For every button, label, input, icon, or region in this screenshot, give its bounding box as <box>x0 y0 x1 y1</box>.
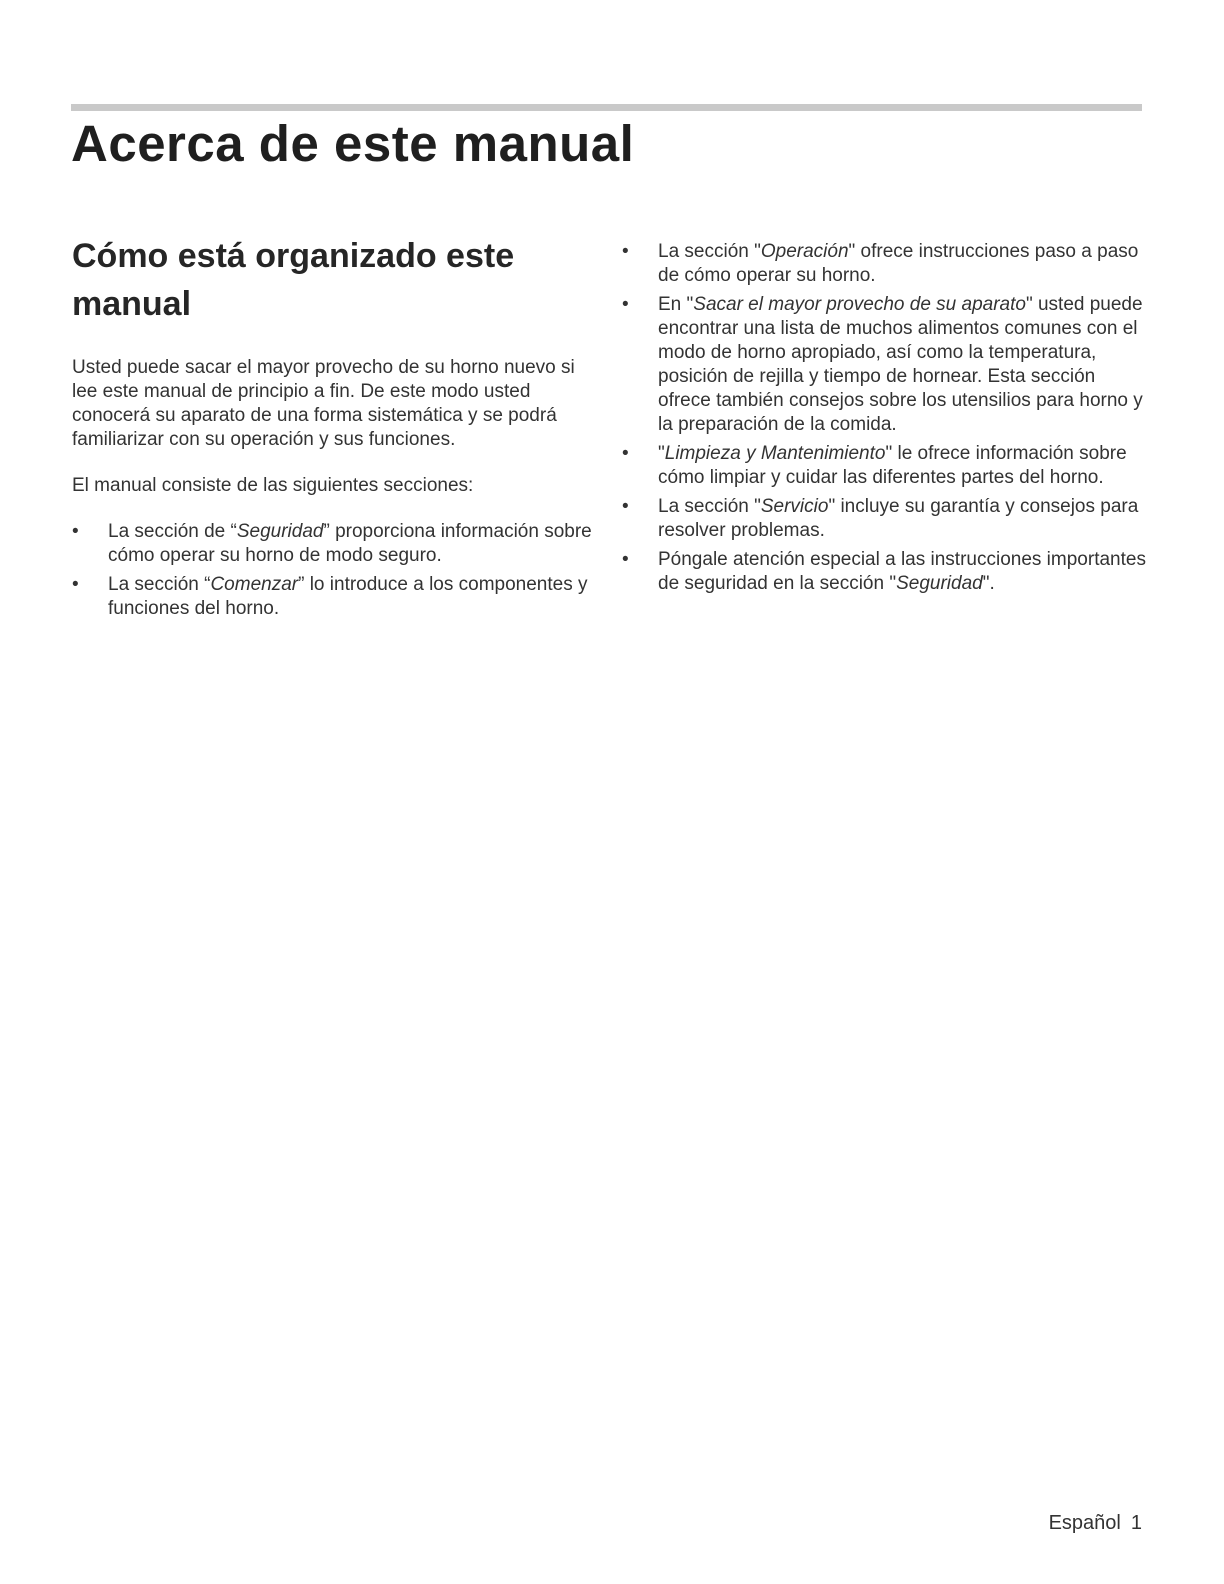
section-reference: Seguridad <box>236 521 324 542</box>
list-item: • "Limpieza y Mantenimiento" le ofrece información sobre cómo limpiar y cuidar las diferentes partes del horno. <box>622 443 1127 488</box>
bullet-icon: • <box>622 241 629 262</box>
list-item: • Póngale atención especial a las instrucciones importantes de seguridad en la sección "Seguridad". <box>622 549 1146 594</box>
list-item: • La sección “Comenzar” lo introduce a los componentes y funciones del horno. <box>72 574 588 619</box>
bullet-icon: • <box>622 496 629 517</box>
list-item: • En "Sacar el mayor provecho de su aparato" usted puede encontrar una lista de muchos alimentos comunes con el modo de horno apropiado, así como la temperatura, posición de rejilla y tiempo de hornear. Esta sección ofrece también consejos sobre los utensilios para horno y la preparación de la comida. <box>622 294 1143 435</box>
page-number: 1 <box>1130 1512 1142 1534</box>
sections-list-left <box>72 520 592 621</box>
header-rule <box>71 104 1142 111</box>
section-reference: Sacar el mayor provecho de su aparato <box>693 294 1026 315</box>
section-reference: Operación <box>760 241 849 262</box>
intro-paragraph: Usted puede sacar el mayor provecho de su horno nuevo si lee este manual de principio a fin. De este modo usted conocerá su aparato de una forma sistemática y se podrá familiarizar con su operación y sus funciones. <box>72 357 575 450</box>
bullet-icon: • <box>72 521 79 542</box>
list-item: • La sección de “Seguridad” proporciona información sobre cómo operar su horno de modo seguro. <box>72 521 592 566</box>
section-reference: Limpieza y Mantenimiento <box>664 443 886 464</box>
section-title: Cómo está organizado este manual <box>72 237 515 323</box>
sections-list-right <box>622 240 1147 596</box>
list-item: • La sección "Servicio" incluye su garantía y consejos para resolver problemas. <box>622 496 1139 541</box>
section-reference: Servicio <box>760 496 829 517</box>
right-column <box>622 240 1147 601</box>
list-item: • La sección "Operación" ofrece instrucciones paso a paso de cómo operar su horno. <box>622 241 1139 286</box>
left-column <box>72 232 592 626</box>
section-reference: Comenzar <box>210 574 299 595</box>
footer-language: Español <box>1048 1512 1121 1534</box>
section-reference: Seguridad <box>896 573 983 594</box>
bullet-icon: • <box>622 443 629 464</box>
bullet-icon: • <box>622 549 629 570</box>
page-footer <box>1039 1512 1142 1535</box>
bullet-icon: • <box>622 294 629 315</box>
bullet-icon: • <box>72 574 79 595</box>
list-intro: El manual consiste de las siguientes secciones: <box>72 475 474 496</box>
page-title: Acerca de este manual <box>71 115 635 172</box>
